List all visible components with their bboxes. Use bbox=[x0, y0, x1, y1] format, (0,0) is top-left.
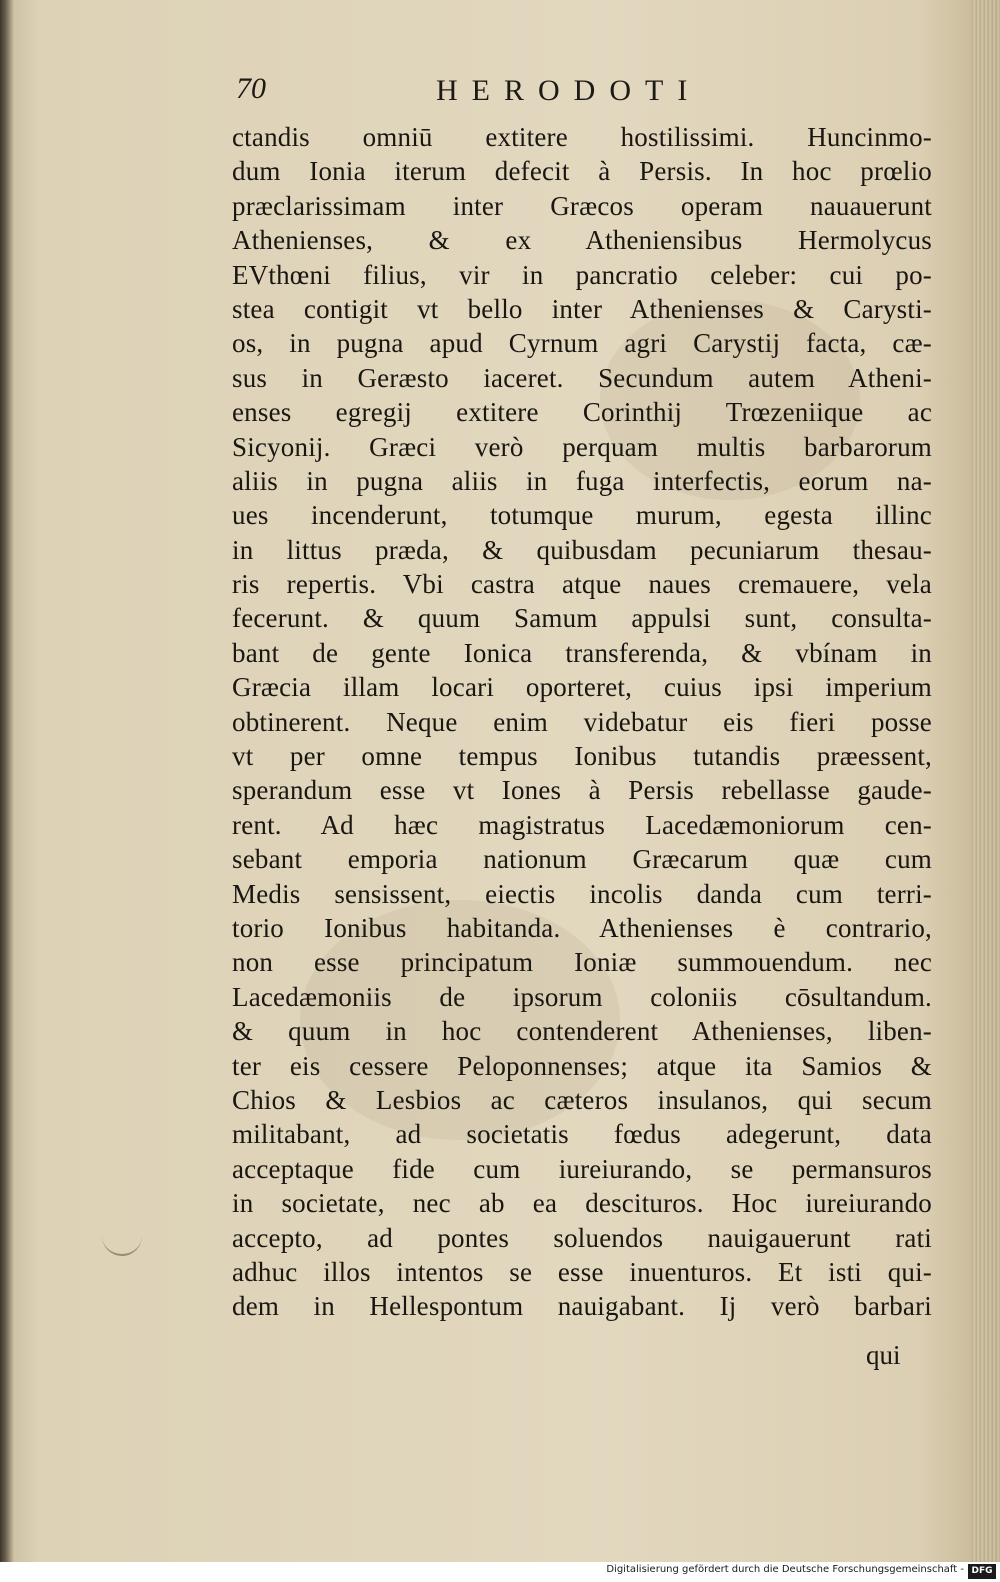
text-line: ues incenderunt, totumque murum, egesta illinc bbox=[232, 500, 932, 531]
text-line: acceptaque fide cum iureiurando, se permansuros bbox=[232, 1153, 932, 1184]
text-line: adhuc illos intentos se esse inuenturos. Et isti qui- bbox=[232, 1256, 932, 1287]
text-line: rent. Ad hæc magistratus Lacedæmoniorum cen- bbox=[232, 809, 932, 840]
text-line: Lacedæmoniis de ipsorum coloniis cōsultandum. bbox=[232, 981, 932, 1012]
text-line: dum Ionia iterum defecit à Persis. In hoc prœlio bbox=[232, 156, 932, 187]
body-text bbox=[232, 120, 932, 1324]
text-line: accepto, ad pontes soluendos nauigauerunt rati bbox=[232, 1222, 932, 1253]
text-line: EVthœni filius, vir in pancratio celeber: cui po- bbox=[232, 259, 932, 290]
margin-mark bbox=[102, 1232, 142, 1256]
catchword: qui bbox=[866, 1340, 901, 1370]
text-line: stea contigit vt bello inter Athenienses & Carysti- bbox=[232, 293, 932, 324]
page-edge bbox=[972, 0, 1000, 1562]
text-line: bant de gente Ionica transferenda, & vbínam in bbox=[232, 637, 932, 668]
text-line: dem in Hellespontum nauigabant. Ij verò barbari bbox=[232, 1291, 932, 1322]
text-line: vt per omne tempus Ionibus tutandis præessent, bbox=[232, 741, 932, 772]
footer-credit: Digitalisierung gefördert durch die Deutsche Forschungsgemeinschaft - bbox=[606, 1564, 964, 1575]
text-line: sperandum esse vt Iones à Persis rebellasse gaude- bbox=[232, 775, 932, 806]
text-line: Medis sensissent, eiectis incolis danda cum terri- bbox=[232, 878, 932, 909]
text-line: præclarissimam inter Græcos operam nauauerunt bbox=[232, 190, 932, 221]
running-head bbox=[236, 72, 796, 112]
text-line: enses egregij extitere Corinthij Trœzeniique ac bbox=[232, 397, 932, 428]
dfg-logo: DFG bbox=[968, 1564, 996, 1579]
text-line: in littus præda, & quibusdam pecuniarum thesau- bbox=[232, 534, 932, 565]
text-line: torio Ionibus habitanda. Athenienses è contrario, bbox=[232, 912, 932, 943]
text-line: fecerunt. & quum Samum appulsi sunt, consulta- bbox=[232, 603, 932, 634]
text-line: ter eis cessere Peloponnenses; atque ita Samios & bbox=[232, 1050, 932, 1081]
text-line: Athenienses, & ex Atheniensibus Hermolycus bbox=[232, 225, 932, 256]
text-line: obtinerent. Neque enim videbatur eis fieri posse bbox=[232, 706, 932, 737]
text-line: non esse principatum Ioniæ summouendum. nec bbox=[232, 947, 932, 978]
text-line: Græcia illam locari oporteret, cuius ipsi imperium bbox=[232, 672, 932, 703]
text-line: ris repertis. Vbi castra atque naues cremauere, vela bbox=[232, 569, 932, 600]
text-line: aliis in pugna aliis in fuga interfectis, eorum na- bbox=[232, 465, 932, 496]
text-line: militabant, ad societatis fœdus adegerunt, data bbox=[232, 1119, 932, 1150]
header-title: HERODOTI bbox=[436, 74, 702, 107]
text-line: ctandis omniū extitere hostilissimi. Huncinmo- bbox=[232, 122, 932, 152]
footer-bar bbox=[0, 1562, 1000, 1582]
page-number: 70 bbox=[236, 72, 266, 105]
text-line: sus in Geræsto iaceret. Secundum autem Atheni- bbox=[232, 362, 932, 393]
text-line: in societate, nec ab ea descituros. Hoc iureiurando bbox=[232, 1188, 932, 1219]
text-line: & quum in hoc contenderent Athenienses, liben- bbox=[232, 1016, 932, 1047]
text-line: sebant emporia nationum Græcarum quæ cum bbox=[232, 844, 932, 875]
text-line: Sicyonij. Græci verò perquam multis barbarorum bbox=[232, 431, 932, 462]
text-line: Chios & Lesbios ac cæteros insulanos, qui secum bbox=[232, 1084, 932, 1115]
text-line: os, in pugna apud Cyrnum agri Carystij facta, cæ- bbox=[232, 328, 932, 359]
